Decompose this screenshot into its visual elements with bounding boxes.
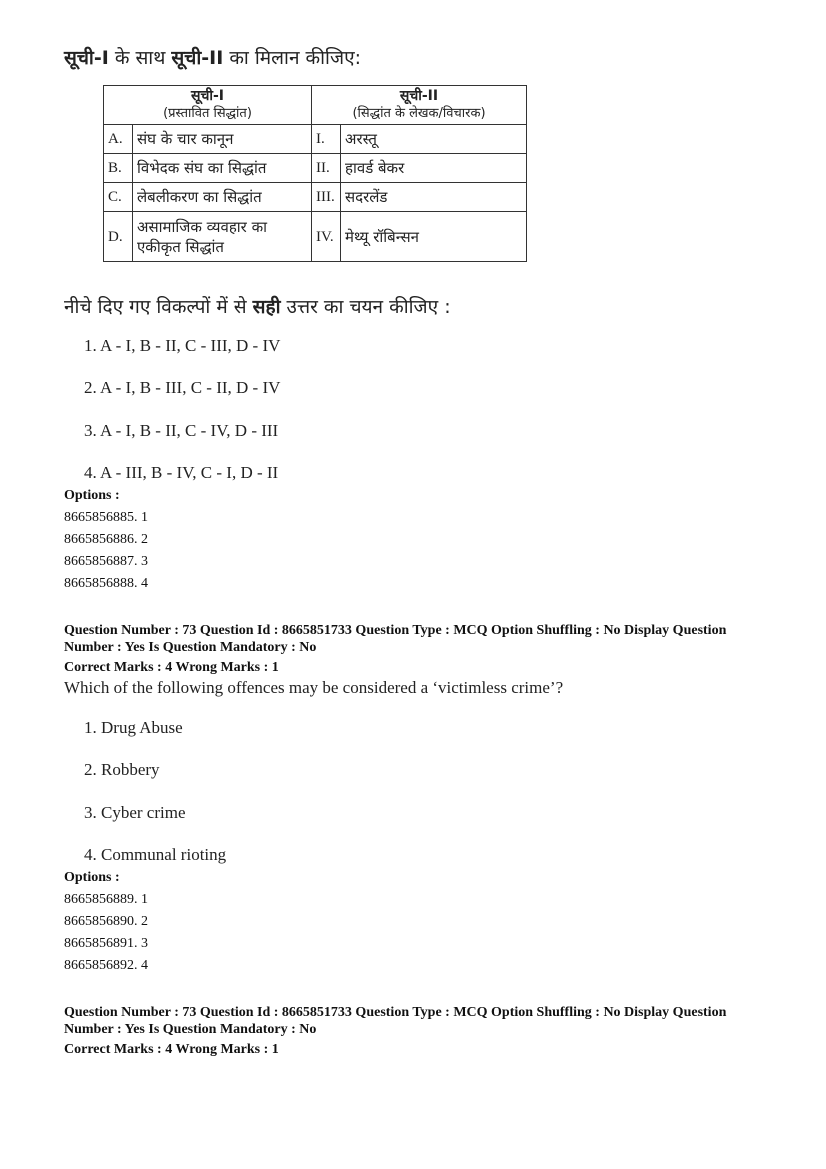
options-label: Options : [64, 488, 120, 503]
option-id: 8665856886. 2 [64, 532, 148, 547]
row-label: III. [312, 183, 341, 212]
meta-line: Correct Marks : 4 Wrong Marks : 1 [64, 660, 279, 675]
instruction-text: नीचे दिए गए विकल्पों में से [64, 296, 253, 318]
match-table [103, 85, 527, 262]
row-label: A. [104, 125, 133, 154]
row-author: सदरलेंड [341, 183, 527, 212]
row-author: अरस्तू [341, 125, 527, 154]
list2-subtitle: (सिद्धांत के लेखक/विचारक) [352, 106, 486, 121]
question-meta [64, 622, 784, 676]
option-id: 8665856889. 1 [64, 892, 148, 907]
table-row [104, 212, 527, 262]
row-theory: विभेदक संघ का सिद्धांत [133, 154, 312, 183]
row-label: B. [104, 154, 133, 183]
list1-subtitle: (प्रस्तावित सिद्धांत) [163, 106, 252, 121]
row-author: मेथ्यू रॉबिन्सन [341, 212, 527, 262]
row-label: C. [104, 183, 133, 212]
option-id: 8665856892. 4 [64, 958, 148, 973]
choice-4: 4. A - III, B - IV, C - I, D - II [84, 463, 279, 482]
row-label: D. [104, 212, 133, 262]
instruction-emphasis: सही [252, 296, 281, 318]
list1-ref: सूची-I [64, 47, 109, 69]
choice-2: 2. A - I, B - III, C - II, D - IV [84, 378, 281, 397]
choice-2: 2. Robbery [84, 760, 160, 779]
instruction-text-end: उत्तर का चयन कीजिए : [280, 296, 451, 318]
row-theory: असामाजिक व्यवहार का एकीकृत सिद्धांत [133, 212, 312, 262]
option-id: 8665856890. 2 [64, 914, 148, 929]
heading-text: के साथ [108, 47, 172, 69]
question-text: Which of the following offences may be considered a ‘victimless crime’? [64, 678, 564, 697]
list1-header [104, 86, 312, 125]
choice-1: 1. Drug Abuse [84, 718, 183, 737]
meta-line: Number : Yes Is Question Mandatory : No [64, 640, 317, 655]
row-theory: लेबलीकरण का सिद्धांत [133, 183, 312, 212]
question-meta [64, 1004, 784, 1058]
row-label: II. [312, 154, 341, 183]
table-header-row [104, 86, 527, 125]
row-label: IV. [312, 212, 341, 262]
meta-line: Question Number : 73 Question Id : 8665851733 Question Type : MCQ Option Shuffling : No Display Question [64, 623, 727, 638]
choice-3: 3. Cyber crime [84, 803, 186, 822]
list2-ref: सूची-II [171, 47, 224, 69]
options-label: Options : [64, 870, 120, 885]
option-id: 8665856888. 4 [64, 576, 148, 591]
match-heading [64, 44, 361, 70]
table-row [104, 125, 527, 154]
option-id: 8665856887. 3 [64, 554, 148, 569]
instruction [64, 293, 451, 319]
table-row [104, 154, 527, 183]
list2-title: सूची-II [399, 88, 439, 104]
row-author: हावर्ड बेकर [341, 154, 527, 183]
meta-line: Correct Marks : 4 Wrong Marks : 1 [64, 1042, 279, 1057]
row-label: I. [312, 125, 341, 154]
option-id: 8665856885. 1 [64, 510, 148, 525]
heading-text-end: का मिलान कीजिए: [223, 47, 361, 69]
meta-line: Question Number : 73 Question Id : 8665851733 Question Type : MCQ Option Shuffling : No Display Question [64, 1005, 727, 1020]
table-row [104, 183, 527, 212]
choice-4: 4. Communal rioting [84, 845, 227, 864]
row-theory: संघ के चार कानून [133, 125, 312, 154]
list1-title: सूची-I [191, 88, 224, 104]
option-id: 8665856891. 3 [64, 936, 148, 951]
choice-1: 1. A - I, B - II, C - III, D - IV [84, 336, 281, 355]
meta-line: Number : Yes Is Question Mandatory : No [64, 1022, 317, 1037]
list2-header [312, 86, 527, 125]
choice-3: 3. A - I, B - II, C - IV, D - III [84, 421, 279, 440]
